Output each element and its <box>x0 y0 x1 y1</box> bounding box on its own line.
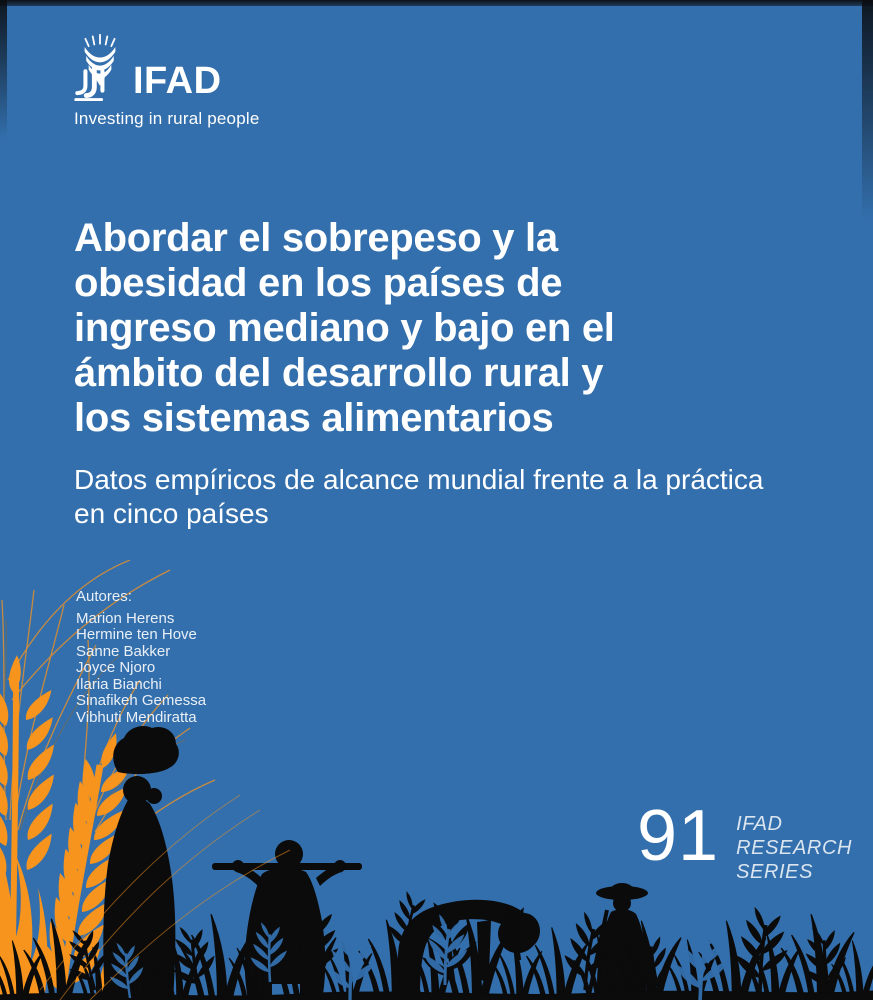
series-badge <box>637 796 853 884</box>
author-name: Marion Herens <box>76 609 175 627</box>
top-edge-shadow <box>0 0 873 6</box>
series-name: IFAD RESEARCH SERIES <box>736 813 853 883</box>
title-line: los sistemas alimentarios <box>74 396 554 440</box>
page-title <box>74 216 615 441</box>
authors-block <box>76 589 206 726</box>
title-line: obesidad en los países de <box>74 261 563 305</box>
title-line: ámbito del desarrollo rural y <box>74 351 604 395</box>
author-name: Sinafikeh Gemessa <box>76 692 207 709</box>
title-line: Abordar el sobrepeso y la <box>74 216 558 260</box>
subtitle-line: Datos empíricos de alcance mundial frente a la práctica <box>74 464 764 495</box>
right-edge-shadow <box>862 0 873 220</box>
series-number: 91 <box>637 796 720 876</box>
wheat-ear-logo-icon <box>74 34 126 102</box>
authors-label: Autores: <box>76 588 132 605</box>
logo-tagline: Investing in rural people <box>74 109 260 128</box>
page-subtitle <box>74 463 763 531</box>
subtitle-line: en cinco países <box>74 498 269 529</box>
logo-wordmark: IFAD <box>133 60 222 102</box>
author-name: Hermine ten Hove <box>76 626 197 643</box>
author-name: Joyce Njoro <box>76 659 156 676</box>
author-name: Vibhuti Mendiratta <box>76 708 197 726</box>
left-edge-shadow <box>0 0 7 140</box>
ifad-logo <box>74 34 260 129</box>
author-name: Sanne Bakker <box>76 642 171 660</box>
author-name: Ilaria Bianchi <box>76 675 162 693</box>
title-line: ingreso mediano y bajo en el <box>74 306 615 350</box>
